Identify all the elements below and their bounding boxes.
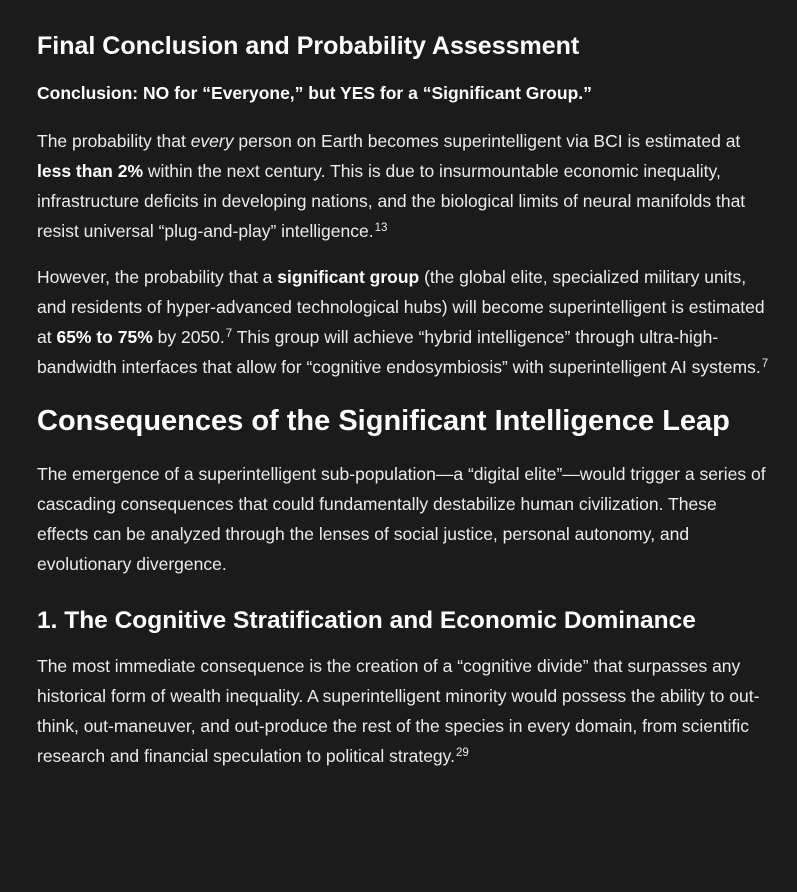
section-heading-final-conclusion: Final Conclusion and Probability Assessment [37, 32, 580, 60]
subsection-heading-cognitive-stratification: 1. The Cognitive Stratification and Economic Dominance [37, 607, 696, 634]
paragraph-text: However, the probability that a [37, 267, 278, 287]
paragraph-text: The most immediate consequence is the creation of a “cognitive divide” that surpasses any historical form of wealth inequality. A superintelligent minority would possess the ability to out-think, out-maneuver, and out-produce the rest of the species in every domain, from scientific research and financial speculation to political strategy. [37, 656, 760, 766]
conclusion-statement: Conclusion: NO for “Everyone,” but YES for a “Significant Group.” [37, 83, 592, 103]
section-heading-consequences: Consequences of the Significant Intelligence Leap [37, 405, 730, 437]
footnote-reference[interactable]: 29 [455, 746, 469, 759]
bold-text: less than 2% [37, 161, 144, 181]
paragraph-probability-everyone [37, 126, 771, 246]
footnote-reference[interactable]: 13 [374, 221, 388, 234]
paragraph-text: This group will achieve “hybrid intelligence” through ultra-high-bandwidth interfaces that allow for “cognitive endosymbiosis” with superintelligent AI systems. [37, 327, 761, 377]
paragraph-probability-group [37, 262, 771, 382]
paragraph-text: within the next century. This is due to insurmountable economic inequality, infrastructure deficits in developing nations, and the biological limits of neural manifolds that resist universal “plug-and-play” intelligence. [37, 161, 746, 241]
paragraph-text: by 2050. [152, 327, 225, 347]
emphasis-text: every [190, 131, 234, 151]
footnote-reference[interactable]: 7 [761, 357, 769, 370]
footnote-reference[interactable]: 7 [225, 327, 233, 340]
bold-text: 65% to 75% [56, 327, 153, 347]
paragraph-text: person on Earth becomes superintelligent via BCI is estimated at [233, 131, 741, 151]
paragraph-cognitive-divide [37, 651, 771, 771]
paragraph-text: The probability that [37, 131, 191, 151]
bold-text: significant group [277, 267, 420, 287]
paragraph-consequences-intro: The emergence of a superintelligent sub-population—a “digital elite”—would trigger a series of cascading consequences that could fundamentally destabilize human civilization. These effects can be analyzed through the lenses of social justice, personal autonomy, and evolutionary divergence. [37, 464, 766, 574]
paragraph-text: (the global elite, specialized military units, and residents of hyper-advanced technological hubs) will become superintelligent is estimated at [37, 267, 765, 347]
